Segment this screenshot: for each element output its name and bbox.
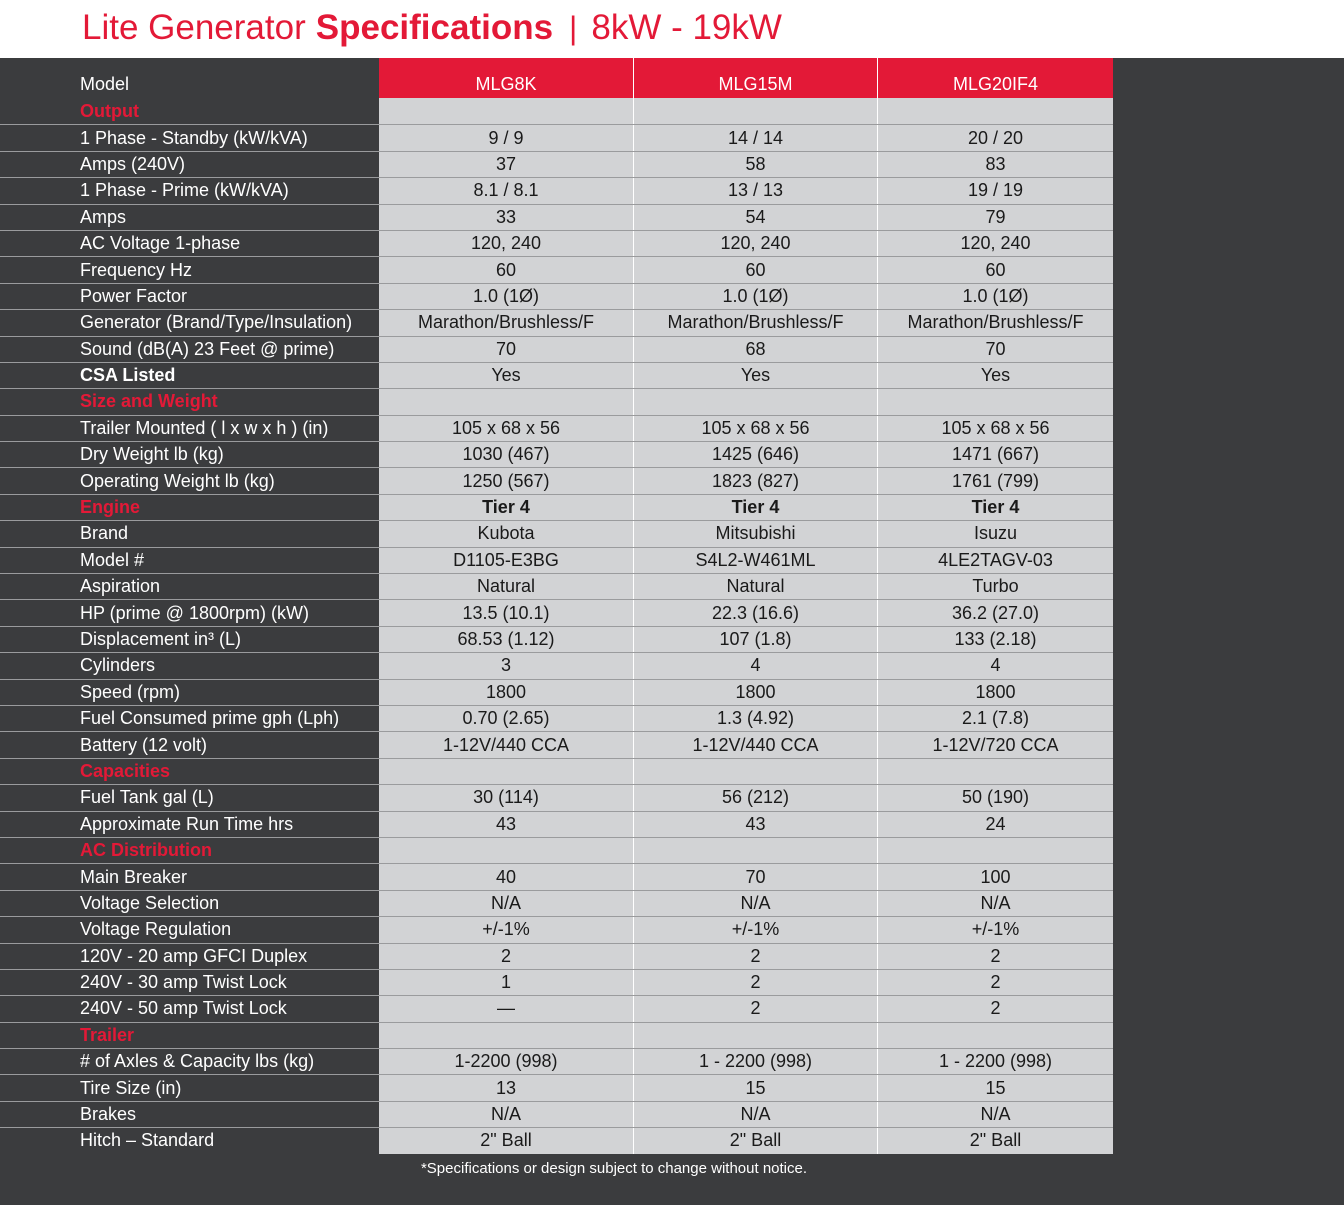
cell-mlg8k: Yes	[379, 363, 633, 388]
section-row	[0, 98, 1113, 124]
cell-mlg15m	[633, 838, 877, 863]
cell-mlg8k: +/-1%	[379, 917, 633, 942]
cell-mlg8k: 1030 (467)	[379, 442, 633, 467]
cell-mlg8k: D1105-E3BG	[379, 548, 633, 573]
row-label: Brakes	[0, 1102, 379, 1127]
cell-mlg8k: N/A	[379, 891, 633, 916]
cell-mlg8k: 1-2200 (998)	[379, 1049, 633, 1074]
cell-mlg8k: 43	[379, 812, 633, 837]
cell-mlg8k: N/A	[379, 1102, 633, 1127]
cell-mlg15m: 4	[633, 653, 877, 678]
cell-mlg20if4: 19 / 19	[877, 178, 1113, 203]
table-row	[0, 1048, 1113, 1074]
cell-mlg15m: +/-1%	[633, 917, 877, 942]
cell-mlg8k: 2	[379, 944, 633, 969]
section-row	[0, 758, 1113, 784]
cell-mlg15m: 58	[633, 152, 877, 177]
cell-mlg8k: 37	[379, 152, 633, 177]
row-label: Amps	[0, 205, 379, 230]
spec-table	[0, 98, 1113, 1154]
cell-mlg20if4: 60	[877, 257, 1113, 282]
cell-mlg15m: N/A	[633, 1102, 877, 1127]
cell-mlg20if4: 120, 240	[877, 231, 1113, 256]
title-bold: Specifications	[315, 8, 554, 47]
cell-mlg20if4: 50 (190)	[877, 785, 1113, 810]
row-label: 120V - 20 amp GFCI Duplex	[0, 944, 379, 969]
table-row	[0, 520, 1113, 546]
cell-mlg15m: N/A	[633, 891, 877, 916]
table-header	[0, 58, 1113, 98]
cell-mlg15m: Tier 4	[633, 495, 877, 520]
row-label: AC Voltage 1-phase	[0, 231, 379, 256]
row-label: HP (prime @ 1800rpm) (kW)	[0, 600, 379, 625]
cell-mlg20if4: 1-12V/720 CCA	[877, 732, 1113, 757]
cell-mlg20if4: 2.1 (7.8)	[877, 706, 1113, 731]
model-header-mlg20if4: MLG20IF4	[877, 58, 1113, 98]
row-label: Hitch – Standard	[0, 1128, 379, 1153]
cell-mlg20if4: 133 (2.18)	[877, 627, 1113, 652]
row-label: Fuel Consumed prime gph (Lph)	[0, 706, 379, 731]
cell-mlg8k: 3	[379, 653, 633, 678]
row-label: Fuel Tank gal (L)	[0, 785, 379, 810]
cell-mlg8k	[379, 98, 633, 124]
table-row	[0, 652, 1113, 678]
table-row	[0, 362, 1113, 388]
cell-mlg20if4: 2	[877, 944, 1113, 969]
cell-mlg20if4: 4	[877, 653, 1113, 678]
cell-mlg20if4: Turbo	[877, 574, 1113, 599]
cell-mlg8k: 1250 (567)	[379, 468, 633, 493]
table-row	[0, 1127, 1113, 1153]
table-row	[0, 467, 1113, 493]
row-label: Amps (240V)	[0, 152, 379, 177]
cell-mlg20if4: 1471 (667)	[877, 442, 1113, 467]
cell-mlg15m	[633, 98, 877, 124]
table-row	[0, 256, 1113, 282]
table-row	[0, 995, 1113, 1021]
row-label: Power Factor	[0, 284, 379, 309]
cell-mlg20if4: 2	[877, 970, 1113, 995]
row-label: Voltage Selection	[0, 891, 379, 916]
row-label: 240V - 50 amp Twist Lock	[0, 996, 379, 1021]
cell-mlg15m: 1800	[633, 680, 877, 705]
header-label: Model	[80, 74, 130, 94]
table-row	[0, 124, 1113, 150]
table-row	[0, 599, 1113, 625]
cell-mlg8k: 40	[379, 864, 633, 889]
cell-mlg15m: S4L2-W461ML	[633, 548, 877, 573]
cell-mlg15m	[633, 1023, 877, 1048]
cell-mlg15m: 105 x 68 x 56	[633, 416, 877, 441]
cell-mlg8k	[379, 759, 633, 784]
row-label: Battery (12 volt)	[0, 732, 379, 757]
section-heading: Output	[0, 98, 379, 124]
cell-mlg8k: Tier 4	[379, 495, 633, 520]
cell-mlg20if4	[877, 838, 1113, 863]
model-header-mlg8k: MLG8K	[379, 58, 633, 98]
row-label: 1 Phase - Prime (kW/kVA)	[0, 178, 379, 203]
cell-mlg15m: Marathon/Brushless/F	[633, 310, 877, 335]
cell-mlg15m: 60	[633, 257, 877, 282]
cell-mlg20if4: 100	[877, 864, 1113, 889]
cell-mlg15m: 2	[633, 970, 877, 995]
row-label: 240V - 30 amp Twist Lock	[0, 970, 379, 995]
cell-mlg20if4	[877, 759, 1113, 784]
cell-mlg20if4	[877, 98, 1113, 124]
cell-mlg8k: 105 x 68 x 56	[379, 416, 633, 441]
cell-mlg8k: 1800	[379, 680, 633, 705]
cell-mlg15m: 22.3 (16.6)	[633, 600, 877, 625]
cell-mlg15m: 1.3 (4.92)	[633, 706, 877, 731]
cell-mlg15m: 1.0 (1Ø)	[633, 284, 877, 309]
cell-mlg20if4: 36.2 (27.0)	[877, 600, 1113, 625]
row-label: Cylinders	[0, 653, 379, 678]
row-label: Trailer Mounted ( l x w x h ) (in)	[0, 416, 379, 441]
title-range: 8kW - 19kW	[591, 8, 782, 47]
row-label: Generator (Brand/Type/Insulation)	[0, 310, 379, 335]
row-label: # of Axles & Capacity lbs (kg)	[0, 1049, 379, 1074]
table-row	[0, 547, 1113, 573]
cell-mlg8k: 13	[379, 1075, 633, 1100]
cell-mlg8k: Marathon/Brushless/F	[379, 310, 633, 335]
cell-mlg15m: 107 (1.8)	[633, 627, 877, 652]
table-row	[0, 916, 1113, 942]
cell-mlg20if4: Isuzu	[877, 521, 1113, 546]
cell-mlg15m: 1823 (827)	[633, 468, 877, 493]
cell-mlg15m: 1 - 2200 (998)	[633, 1049, 877, 1074]
row-label: Sound (dB(A) 23 Feet @ prime)	[0, 337, 379, 362]
cell-mlg15m: 15	[633, 1075, 877, 1100]
cell-mlg20if4: N/A	[877, 891, 1113, 916]
table-row	[0, 705, 1113, 731]
cell-mlg8k: 1	[379, 970, 633, 995]
cell-mlg20if4: 83	[877, 152, 1113, 177]
cell-mlg8k: Natural	[379, 574, 633, 599]
footnote: *Specifications or design subject to change without notice.	[420, 1160, 808, 1177]
row-label: Tire Size (in)	[0, 1075, 379, 1100]
cell-mlg8k: 33	[379, 205, 633, 230]
row-label: Model #	[0, 548, 379, 573]
cell-mlg15m: 2	[633, 944, 877, 969]
row-label: Aspiration	[0, 574, 379, 599]
cell-mlg15m: Mitsubishi	[633, 521, 877, 546]
table-row	[0, 679, 1113, 705]
cell-mlg20if4: 1761 (799)	[877, 468, 1113, 493]
cell-mlg15m: 120, 240	[633, 231, 877, 256]
section-row	[0, 494, 1113, 520]
cell-mlg20if4: 2" Ball	[877, 1128, 1113, 1153]
cell-mlg8k: 70	[379, 337, 633, 362]
section-row	[0, 1022, 1113, 1048]
table-row	[0, 151, 1113, 177]
cell-mlg8k: 30 (114)	[379, 785, 633, 810]
cell-mlg20if4: 1800	[877, 680, 1113, 705]
cell-mlg20if4: Yes	[877, 363, 1113, 388]
cell-mlg8k: Kubota	[379, 521, 633, 546]
cell-mlg8k: 2" Ball	[379, 1128, 633, 1153]
cell-mlg20if4: Marathon/Brushless/F	[877, 310, 1113, 335]
cell-mlg15m: 56 (212)	[633, 785, 877, 810]
cell-mlg15m: 2	[633, 996, 877, 1021]
model-header-mlg15m: MLG15M	[633, 58, 877, 98]
cell-mlg15m	[633, 389, 877, 414]
cell-mlg20if4: 1.0 (1Ø)	[877, 284, 1113, 309]
row-label: Brand	[0, 521, 379, 546]
table-row	[0, 336, 1113, 362]
cell-mlg20if4	[877, 1023, 1113, 1048]
row-label: Speed (rpm)	[0, 680, 379, 705]
row-label: Approximate Run Time hrs	[0, 812, 379, 837]
cell-mlg20if4: 70	[877, 337, 1113, 362]
table-row	[0, 283, 1113, 309]
cell-mlg15m: 68	[633, 337, 877, 362]
table-row	[0, 863, 1113, 889]
row-label: Main Breaker	[0, 864, 379, 889]
row-label: Frequency Hz	[0, 257, 379, 282]
cell-mlg15m: 13 / 13	[633, 178, 877, 203]
table-row	[0, 784, 1113, 810]
cell-mlg20if4: N/A	[877, 1102, 1113, 1127]
table-row	[0, 415, 1113, 441]
cell-mlg15m: 14 / 14	[633, 125, 877, 150]
cell-mlg20if4: 105 x 68 x 56	[877, 416, 1113, 441]
cell-mlg20if4: 2	[877, 996, 1113, 1021]
table-row	[0, 441, 1113, 467]
cell-mlg15m: 54	[633, 205, 877, 230]
cell-mlg8k	[379, 838, 633, 863]
cell-mlg20if4: 4LE2TAGV-03	[877, 548, 1113, 573]
cell-mlg15m: 2" Ball	[633, 1128, 877, 1153]
cell-mlg8k: —	[379, 996, 633, 1021]
cell-mlg8k: 0.70 (2.65)	[379, 706, 633, 731]
cell-mlg8k: 9 / 9	[379, 125, 633, 150]
table-row	[0, 1074, 1113, 1100]
cell-mlg15m: 1425 (646)	[633, 442, 877, 467]
row-label: Dry Weight lb (kg)	[0, 442, 379, 467]
table-row	[0, 811, 1113, 837]
table-row	[0, 309, 1113, 335]
cell-mlg20if4: Tier 4	[877, 495, 1113, 520]
table-row	[0, 626, 1113, 652]
title-prefix: Lite Generator	[82, 8, 306, 47]
row-label: Operating Weight lb (kg)	[0, 468, 379, 493]
table-row	[0, 177, 1113, 203]
table-row	[0, 204, 1113, 230]
cell-mlg15m: 1-12V/440 CCA	[633, 732, 877, 757]
section-heading: Trailer	[0, 1023, 379, 1048]
table-row	[0, 890, 1113, 916]
cell-mlg20if4: 24	[877, 812, 1113, 837]
table-row	[0, 943, 1113, 969]
row-label: 1 Phase - Standby (kW/kVA)	[0, 125, 379, 150]
table-row	[0, 230, 1113, 256]
cell-mlg8k: 60	[379, 257, 633, 282]
cell-mlg20if4: +/-1%	[877, 917, 1113, 942]
cell-mlg8k	[379, 1023, 633, 1048]
cell-mlg20if4: 79	[877, 205, 1113, 230]
cell-mlg20if4: 15	[877, 1075, 1113, 1100]
table-row	[0, 573, 1113, 599]
cell-mlg15m: 70	[633, 864, 877, 889]
section-heading: Capacities	[0, 759, 379, 784]
section-heading: Size and Weight	[0, 389, 379, 414]
row-label: CSA Listed	[0, 363, 379, 388]
cell-mlg15m: Yes	[633, 363, 877, 388]
page-title	[82, 2, 782, 54]
table-row	[0, 969, 1113, 995]
title-separator: |	[569, 9, 578, 46]
section-row	[0, 837, 1113, 863]
cell-mlg8k: 8.1 / 8.1	[379, 178, 633, 203]
cell-mlg8k: 13.5 (10.1)	[379, 600, 633, 625]
row-label: Voltage Regulation	[0, 917, 379, 942]
cell-mlg8k: 1-12V/440 CCA	[379, 732, 633, 757]
section-heading: Engine	[0, 495, 379, 520]
cell-mlg15m	[633, 759, 877, 784]
cell-mlg20if4: 20 / 20	[877, 125, 1113, 150]
cell-mlg20if4	[877, 389, 1113, 414]
cell-mlg8k: 1.0 (1Ø)	[379, 284, 633, 309]
row-label: Displacement in³ (L)	[0, 627, 379, 652]
table-row	[0, 731, 1113, 757]
section-heading: AC Distribution	[0, 838, 379, 863]
section-row	[0, 388, 1113, 414]
cell-mlg8k: 68.53 (1.12)	[379, 627, 633, 652]
table-row	[0, 1101, 1113, 1127]
cell-mlg20if4: 1 - 2200 (998)	[877, 1049, 1113, 1074]
cell-mlg15m: 43	[633, 812, 877, 837]
cell-mlg8k	[379, 389, 633, 414]
cell-mlg8k: 120, 240	[379, 231, 633, 256]
cell-mlg15m: Natural	[633, 574, 877, 599]
